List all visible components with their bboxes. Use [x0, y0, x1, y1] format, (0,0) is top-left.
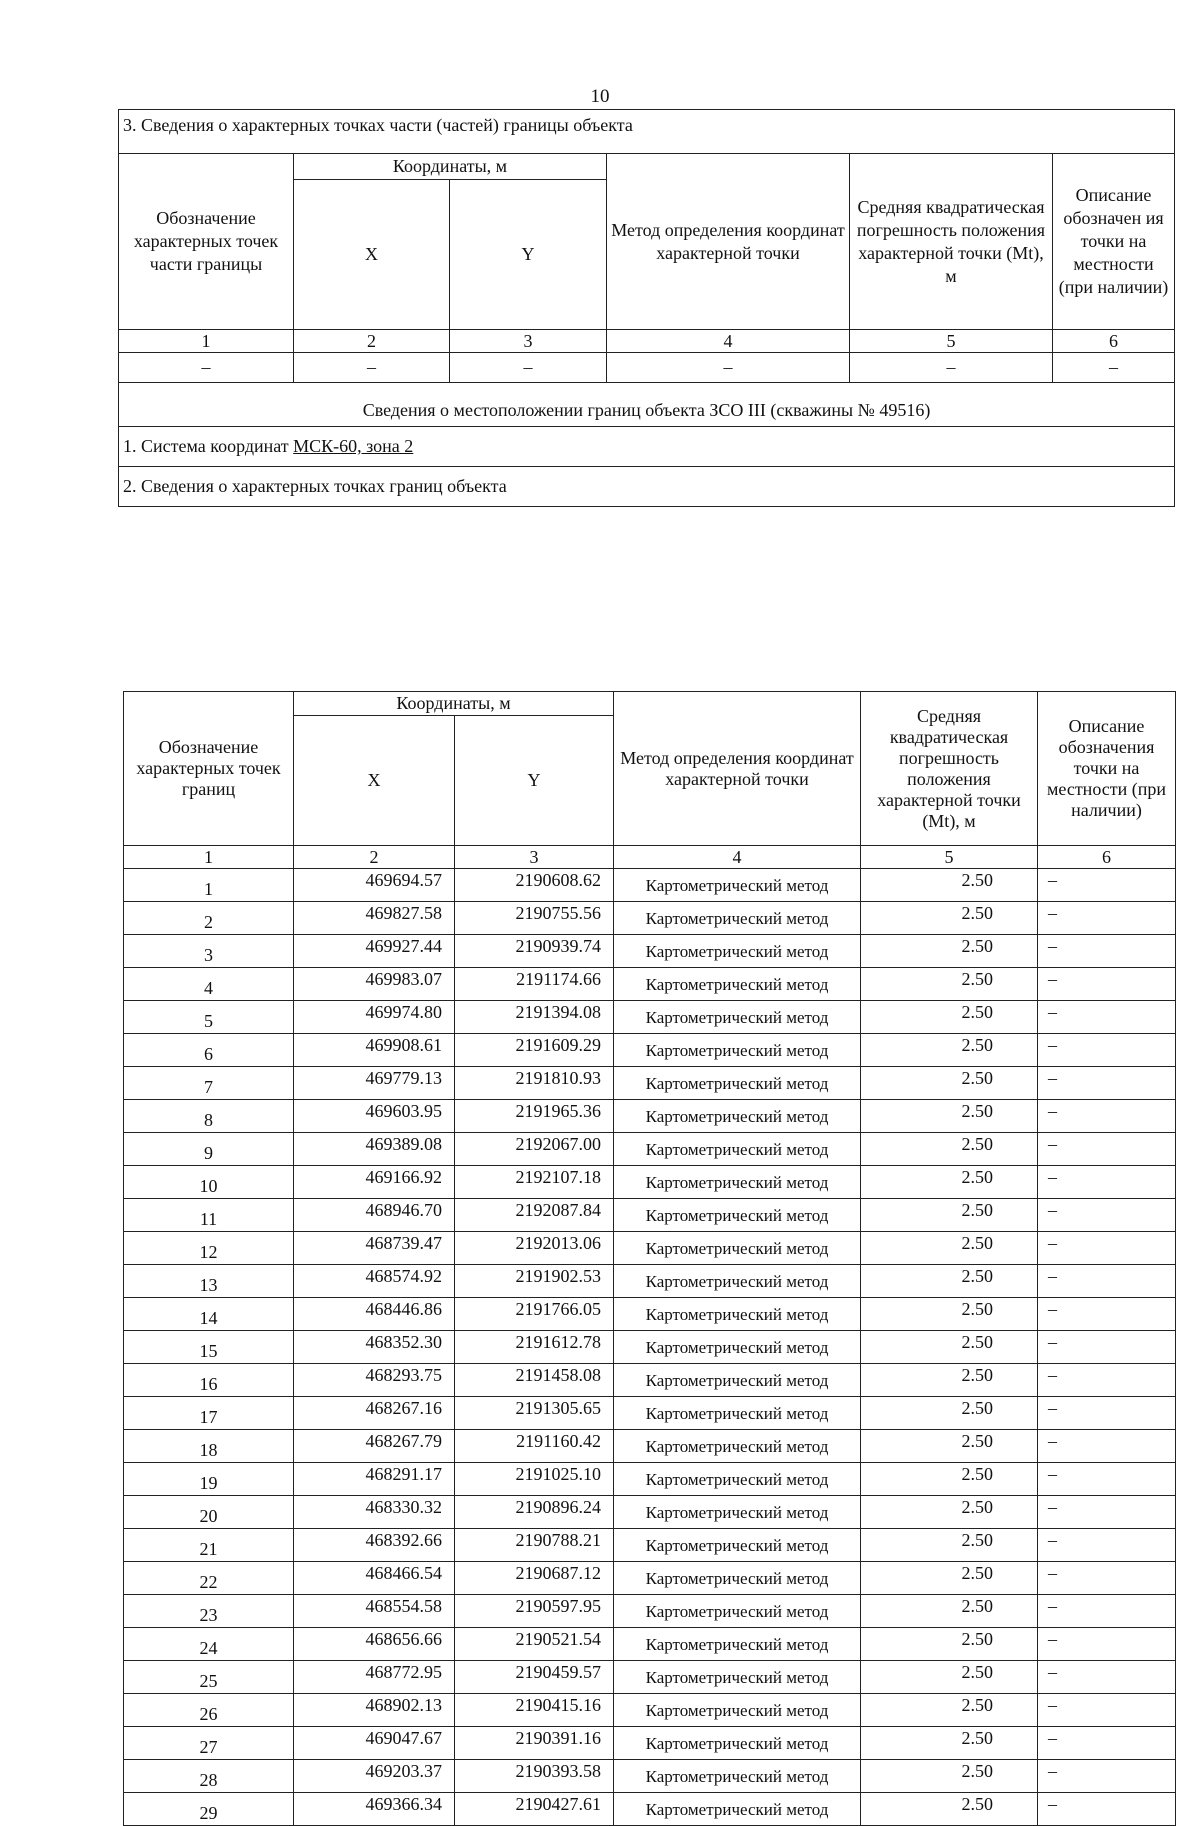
point-number-cell: 23 [124, 1595, 294, 1628]
point-number-cell: 8 [124, 1100, 294, 1133]
x-coordinate-cell: 468739.47 [294, 1232, 455, 1265]
part-header-x: X [294, 180, 450, 330]
description-cell: – [1038, 1331, 1176, 1364]
y-coordinate-cell: 2191965.36 [455, 1100, 614, 1133]
header-error: Средняя квадратическая погрешность положения характерной точки (Mt), м [861, 692, 1038, 846]
y-coordinate-cell: 2192067.00 [455, 1133, 614, 1166]
method-cell: Картометрический метод [614, 1331, 861, 1364]
description-cell: – [1038, 1529, 1176, 1562]
x-coordinate-cell: 468267.16 [294, 1397, 455, 1430]
table-row [124, 1661, 1176, 1694]
method-cell: Картометрический метод [614, 1430, 861, 1463]
column-number: 1 [124, 846, 294, 869]
y-coordinate-cell: 2190391.16 [455, 1727, 614, 1760]
error-cell: 2.50 [861, 1034, 1038, 1067]
y-coordinate-cell: 2191902.53 [455, 1265, 614, 1298]
method-cell: Картометрический метод [614, 1661, 861, 1694]
method-cell: Картометрический метод [614, 1133, 861, 1166]
column-number: 4 [614, 846, 861, 869]
table-row [124, 1793, 1176, 1826]
y-coordinate-cell: 2190788.21 [455, 1529, 614, 1562]
y-coordinate-cell: 2190393.58 [455, 1760, 614, 1793]
error-cell: 2.50 [861, 1133, 1038, 1166]
error-cell: 2.50 [861, 1265, 1038, 1298]
x-coordinate-cell: 469389.08 [294, 1133, 455, 1166]
point-number-cell: 2 [124, 902, 294, 935]
column-number: 3 [455, 846, 614, 869]
y-coordinate-cell: 2190608.62 [455, 869, 614, 902]
x-coordinate-cell: 468466.54 [294, 1562, 455, 1595]
error-cell: 2.50 [861, 1067, 1038, 1100]
point-number-cell: 19 [124, 1463, 294, 1496]
error-cell: 2.50 [861, 1694, 1038, 1727]
x-coordinate-cell: 468352.30 [294, 1331, 455, 1364]
coordinate-system-value: МСК-60, зона 2 [293, 436, 414, 456]
x-coordinate-cell: 468293.75 [294, 1364, 455, 1397]
x-coordinate-cell: 469203.37 [294, 1760, 455, 1793]
x-coordinate-cell: 468267.79 [294, 1430, 455, 1463]
table-row [124, 1298, 1176, 1331]
description-cell: – [1038, 1067, 1176, 1100]
point-number-cell: 13 [124, 1265, 294, 1298]
part-header-coords: Координаты, м [294, 154, 607, 180]
point-number-cell: 25 [124, 1661, 294, 1694]
error-cell: 2.50 [861, 1595, 1038, 1628]
table-row [124, 1496, 1176, 1529]
error-cell: 2.50 [861, 1199, 1038, 1232]
y-coordinate-cell: 2191394.08 [455, 1001, 614, 1034]
point-number-cell: 7 [124, 1067, 294, 1100]
description-cell: – [1038, 1034, 1176, 1067]
description-cell: – [1038, 1694, 1176, 1727]
column-number: 5 [850, 330, 1053, 353]
description-cell: – [1038, 869, 1176, 902]
error-cell: 2.50 [861, 1397, 1038, 1430]
column-number: 4 [607, 330, 850, 353]
method-cell: Картометрический метод [614, 1529, 861, 1562]
x-coordinate-cell: 468946.70 [294, 1199, 455, 1232]
point-number-cell: 1 [124, 869, 294, 902]
description-cell: – [1038, 1001, 1176, 1034]
part-header-y: Y [450, 180, 607, 330]
description-cell: – [1038, 1364, 1176, 1397]
x-coordinate-cell: 469827.58 [294, 902, 455, 935]
page-number: 10 [590, 86, 610, 107]
table-row [124, 1265, 1176, 1298]
error-cell: 2.50 [861, 1232, 1038, 1265]
coordinate-system-label: 1. Система координат [123, 436, 289, 456]
y-coordinate-cell: 2190755.56 [455, 902, 614, 935]
y-coordinate-cell: 2192107.18 [455, 1166, 614, 1199]
x-coordinate-cell: 468446.86 [294, 1298, 455, 1331]
table-row [124, 1760, 1176, 1793]
point-number-cell: 15 [124, 1331, 294, 1364]
method-cell: Картометрический метод [614, 1595, 861, 1628]
x-coordinate-cell: 469908.61 [294, 1034, 455, 1067]
error-cell: 2.50 [861, 1430, 1038, 1463]
x-coordinate-cell: 468291.17 [294, 1463, 455, 1496]
point-number-cell: 18 [124, 1430, 294, 1463]
method-cell: Картометрический метод [614, 1364, 861, 1397]
column-number: 2 [294, 846, 455, 869]
header-coords: Координаты, м [294, 692, 614, 716]
x-coordinate-cell: 469983.07 [294, 968, 455, 1001]
x-coordinate-cell: 469694.57 [294, 869, 455, 902]
y-coordinate-cell: 2190521.54 [455, 1628, 614, 1661]
table-row [124, 1562, 1176, 1595]
description-cell: – [1038, 1463, 1176, 1496]
part-header-error: Средняя квадратическая погрешность положения характерной точки (Mt), м [850, 154, 1053, 330]
description-cell: – [1038, 968, 1176, 1001]
error-cell: 2.50 [861, 1760, 1038, 1793]
y-coordinate-cell: 2191160.42 [455, 1430, 614, 1463]
location-section-title: Сведения о местоположении границ объекта ЗСО III (скважины № 49516) [119, 383, 1175, 427]
table-row [124, 1430, 1176, 1463]
description-cell: – [1038, 1430, 1176, 1463]
table-row [124, 1166, 1176, 1199]
error-cell: 2.50 [861, 1727, 1038, 1760]
header-description: Описание обозначения точки на местности (при наличии) [1038, 692, 1176, 846]
table-row [124, 1364, 1176, 1397]
method-cell: Картометрический метод [614, 1793, 861, 1826]
column-number: 5 [861, 846, 1038, 869]
method-cell: Картометрический метод [614, 1727, 861, 1760]
table-row [124, 869, 1176, 902]
table-row [124, 1034, 1176, 1067]
method-cell: Картометрический метод [614, 935, 861, 968]
table-row [124, 902, 1176, 935]
point-number-cell: 16 [124, 1364, 294, 1397]
point-number-cell: 12 [124, 1232, 294, 1265]
point-number-cell: 28 [124, 1760, 294, 1793]
method-cell: Картометрический метод [614, 1001, 861, 1034]
y-coordinate-cell: 2191612.78 [455, 1331, 614, 1364]
error-cell: 2.50 [861, 1661, 1038, 1694]
error-cell: 2.50 [861, 1331, 1038, 1364]
error-cell: 2.50 [861, 1001, 1038, 1034]
y-coordinate-cell: 2190939.74 [455, 935, 614, 968]
column-number: 1 [119, 330, 294, 353]
point-number-cell: 27 [124, 1727, 294, 1760]
error-cell: 2.50 [861, 1529, 1038, 1562]
x-coordinate-cell: 469047.67 [294, 1727, 455, 1760]
method-cell: Картометрический метод [614, 1628, 861, 1661]
column-number: 3 [450, 330, 607, 353]
point-number-cell: 9 [124, 1133, 294, 1166]
table-row [124, 1199, 1176, 1232]
description-cell: – [1038, 1760, 1176, 1793]
x-coordinate-cell: 468574.92 [294, 1265, 455, 1298]
error-cell: 2.50 [861, 1496, 1038, 1529]
x-coordinate-cell: 468902.13 [294, 1694, 455, 1727]
point-number-cell: 17 [124, 1397, 294, 1430]
y-coordinate-cell: 2192087.84 [455, 1199, 614, 1232]
description-cell: – [1038, 1133, 1176, 1166]
method-cell: Картометрический метод [614, 1298, 861, 1331]
empty-cell: – [450, 353, 607, 383]
table-row [124, 1694, 1176, 1727]
point-number-cell: 14 [124, 1298, 294, 1331]
point-number-cell: 6 [124, 1034, 294, 1067]
description-cell: – [1038, 1298, 1176, 1331]
description-cell: – [1038, 1397, 1176, 1430]
y-coordinate-cell: 2191174.66 [455, 968, 614, 1001]
table-row [124, 1397, 1176, 1430]
y-coordinate-cell: 2191458.08 [455, 1364, 614, 1397]
description-cell: – [1038, 1562, 1176, 1595]
y-coordinate-cell: 2192013.06 [455, 1232, 614, 1265]
y-coordinate-cell: 2190687.12 [455, 1562, 614, 1595]
x-coordinate-cell: 468554.58 [294, 1595, 455, 1628]
y-coordinate-cell: 2190415.16 [455, 1694, 614, 1727]
error-cell: 2.50 [861, 1166, 1038, 1199]
table-row [124, 1067, 1176, 1100]
x-coordinate-cell: 469166.92 [294, 1166, 455, 1199]
error-cell: 2.50 [861, 935, 1038, 968]
x-coordinate-cell: 469974.80 [294, 1001, 455, 1034]
description-cell: – [1038, 1496, 1176, 1529]
point-number-cell: 21 [124, 1529, 294, 1562]
description-cell: – [1038, 1793, 1176, 1826]
y-coordinate-cell: 2190597.95 [455, 1595, 614, 1628]
x-coordinate-cell: 468772.95 [294, 1661, 455, 1694]
method-cell: Картометрический метод [614, 1100, 861, 1133]
table-row [124, 935, 1176, 968]
method-cell: Картометрический метод [614, 869, 861, 902]
table-row [124, 1001, 1176, 1034]
x-coordinate-cell: 469927.44 [294, 935, 455, 968]
error-cell: 2.50 [861, 869, 1038, 902]
description-cell: – [1038, 1595, 1176, 1628]
points-section-heading: 2. Сведения о характерных точках границ объекта [119, 467, 1175, 507]
part-boundary-points-table [118, 109, 1175, 507]
table-row [124, 1463, 1176, 1496]
method-cell: Картометрический метод [614, 902, 861, 935]
table-row [124, 1133, 1176, 1166]
table-row [124, 968, 1176, 1001]
point-number-cell: 11 [124, 1199, 294, 1232]
y-coordinate-cell: 2190459.57 [455, 1661, 614, 1694]
point-number-cell: 24 [124, 1628, 294, 1661]
table-row [124, 1595, 1176, 1628]
method-cell: Картометрический метод [614, 968, 861, 1001]
point-number-cell: 20 [124, 1496, 294, 1529]
y-coordinate-cell: 2191025.10 [455, 1463, 614, 1496]
part-header-description: Описание обозначен ия точки на местности (при наличии) [1053, 154, 1175, 330]
header-designation: Обозначение характерных точек границ [124, 692, 294, 846]
point-number-cell: 5 [124, 1001, 294, 1034]
description-cell: – [1038, 902, 1176, 935]
x-coordinate-cell: 469366.34 [294, 1793, 455, 1826]
description-cell: – [1038, 1628, 1176, 1661]
header-y: Y [455, 716, 614, 846]
table-row [124, 1232, 1176, 1265]
y-coordinate-cell: 2190427.61 [455, 1793, 614, 1826]
description-cell: – [1038, 1100, 1176, 1133]
part-section-heading: 3. Сведения о характерных точках части (частей) границы объекта [119, 110, 1175, 154]
column-numbers-row [124, 846, 1176, 869]
x-coordinate-cell: 469779.13 [294, 1067, 455, 1100]
description-cell: – [1038, 1265, 1176, 1298]
error-cell: 2.50 [861, 1298, 1038, 1331]
table-row [124, 1727, 1176, 1760]
error-cell: 2.50 [861, 1562, 1038, 1595]
y-coordinate-cell: 2190896.24 [455, 1496, 614, 1529]
y-coordinate-cell: 2191810.93 [455, 1067, 614, 1100]
y-coordinate-cell: 2191766.05 [455, 1298, 614, 1331]
x-coordinate-cell: 468656.66 [294, 1628, 455, 1661]
part-header-designation: Обозначение характерных точек части границы [119, 154, 294, 330]
table-row [124, 1331, 1176, 1364]
column-number: 6 [1038, 846, 1176, 869]
coordinate-system-line [119, 427, 1175, 467]
method-cell: Картометрический метод [614, 1232, 861, 1265]
table-row [124, 1100, 1176, 1133]
method-cell: Картометрический метод [614, 1463, 861, 1496]
header-x: X [294, 716, 455, 846]
method-cell: Картометрический метод [614, 1199, 861, 1232]
x-coordinate-cell: 468330.32 [294, 1496, 455, 1529]
method-cell: Картометрический метод [614, 1397, 861, 1430]
description-cell: – [1038, 1727, 1176, 1760]
part-column-numbers-row [119, 330, 1175, 353]
error-cell: 2.50 [861, 1463, 1038, 1496]
y-coordinate-cell: 2191609.29 [455, 1034, 614, 1067]
description-cell: – [1038, 935, 1176, 968]
point-number-cell: 29 [124, 1793, 294, 1826]
empty-cell: – [119, 353, 294, 383]
error-cell: 2.50 [861, 1793, 1038, 1826]
method-cell: Картометрический метод [614, 1760, 861, 1793]
description-cell: – [1038, 1661, 1176, 1694]
part-empty-row [119, 353, 1175, 383]
part-header-method: Метод определения координат характерной точки [607, 154, 850, 330]
y-coordinate-cell: 2191305.65 [455, 1397, 614, 1430]
empty-cell: – [1053, 353, 1175, 383]
point-number-cell: 22 [124, 1562, 294, 1595]
column-number: 6 [1053, 330, 1175, 353]
description-cell: – [1038, 1199, 1176, 1232]
method-cell: Картометрический метод [614, 1694, 861, 1727]
empty-cell: – [294, 353, 450, 383]
error-cell: 2.50 [861, 1100, 1038, 1133]
error-cell: 2.50 [861, 968, 1038, 1001]
point-number-cell: 10 [124, 1166, 294, 1199]
empty-cell: – [850, 353, 1053, 383]
point-number-cell: 3 [124, 935, 294, 968]
method-cell: Картометрический метод [614, 1496, 861, 1529]
table-row [124, 1529, 1176, 1562]
method-cell: Картометрический метод [614, 1034, 861, 1067]
point-number-cell: 4 [124, 968, 294, 1001]
error-cell: 2.50 [861, 902, 1038, 935]
description-cell: – [1038, 1232, 1176, 1265]
error-cell: 2.50 [861, 1364, 1038, 1397]
description-cell: – [1038, 1166, 1176, 1199]
method-cell: Картометрический метод [614, 1562, 861, 1595]
header-method: Метод определения координат характерной точки [614, 692, 861, 846]
method-cell: Картометрический метод [614, 1265, 861, 1298]
error-cell: 2.50 [861, 1628, 1038, 1661]
point-number-cell: 26 [124, 1694, 294, 1727]
boundary-points-table [123, 691, 1176, 1826]
table-row [124, 1628, 1176, 1661]
method-cell: Картометрический метод [614, 1166, 861, 1199]
x-coordinate-cell: 468392.66 [294, 1529, 455, 1562]
x-coordinate-cell: 469603.95 [294, 1100, 455, 1133]
column-number: 2 [294, 330, 450, 353]
method-cell: Картометрический метод [614, 1067, 861, 1100]
empty-cell: – [607, 353, 850, 383]
